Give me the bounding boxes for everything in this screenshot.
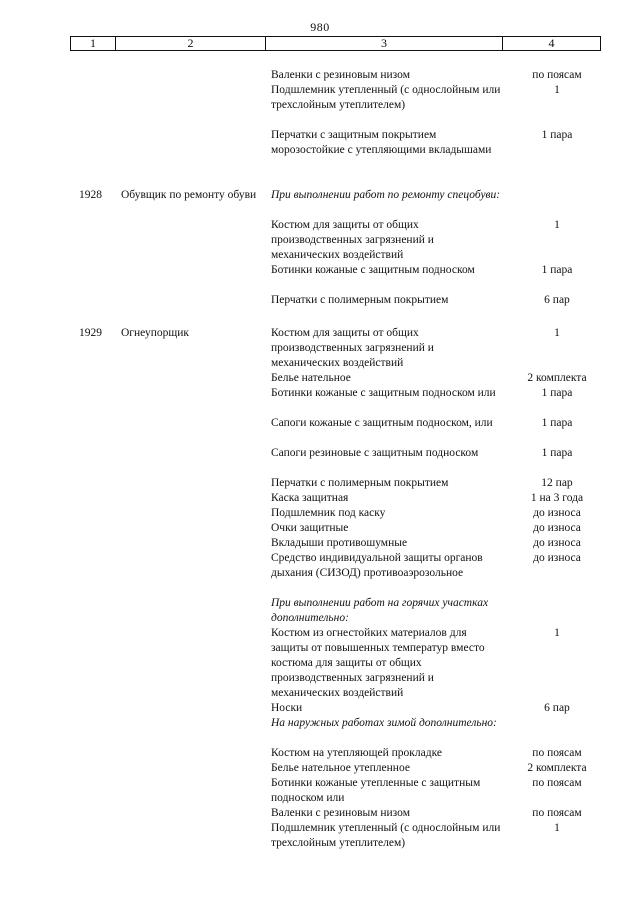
ppe-item xyxy=(271,386,611,416)
ppe-item-description: Вкладыши противошумные xyxy=(271,537,408,549)
ppe-item-description: Сапоги резиновые с защитным подноском xyxy=(271,447,479,459)
ppe-item xyxy=(271,263,611,293)
ppe-item-description: Костюм из огнестойких материалов для защиты от повышенных температур вместо костюма для защиты от общих производственных загрязнений и механических воздействий xyxy=(271,627,485,699)
ppe-item xyxy=(271,536,611,551)
ppe-section-heading-text: При выполнении работ на горячих участках дополнительно: xyxy=(271,597,489,624)
ppe-item-description: Костюм для защиты от общих производственных загрязнений и механических воздействий xyxy=(271,219,434,261)
ppe-section-heading-text: При выполнении работ по ремонту спецобуви: xyxy=(271,189,501,201)
ppe-item xyxy=(271,746,611,761)
ppe-item xyxy=(271,83,611,128)
profession-name: Обувщик по ремонту обуви xyxy=(121,189,257,201)
ppe-item-description: Валенки с резиновым низом xyxy=(271,807,410,819)
ppe-item-description: Костюм на утепляющей прокладке xyxy=(271,747,442,759)
ppe-item-norm: до износа xyxy=(533,507,581,519)
ppe-item xyxy=(271,218,611,263)
ppe-section-heading-text: На наружных работах зимой дополнительно: xyxy=(271,717,497,729)
ppe-item-norm: 1 xyxy=(554,219,560,231)
ppe-item-norm: 2 комплекта xyxy=(527,372,587,384)
ppe-item-description: Подшлемник утепленный (с однослойным или трехслойным утеплителем) xyxy=(271,84,501,111)
ppe-item-description: Перчатки с полимерным покрытием xyxy=(271,294,449,306)
ppe-item-norm: 1 пара xyxy=(541,447,573,459)
ppe-item-norm: 1 xyxy=(554,327,560,339)
ppe-item-description: Валенки с резиновым низом xyxy=(271,69,410,81)
ppe-item-description: Ботинки кожаные с защитным подноском xyxy=(271,264,475,276)
ppe-list xyxy=(271,188,611,308)
ppe-list xyxy=(271,68,611,173)
column-header-4: 4 xyxy=(548,36,555,50)
ppe-item-norm: 1 xyxy=(554,84,560,96)
ppe-item-norm: 6 пар xyxy=(544,294,570,306)
ppe-section-heading xyxy=(271,716,611,746)
ppe-item xyxy=(271,626,611,701)
ppe-item-norm: по поясам xyxy=(532,777,582,789)
ppe-item-description: Средство индивидуальной защиты органов дыхания (СИЗОД) противоаэрозольное xyxy=(271,552,483,579)
ppe-section-heading xyxy=(271,596,611,626)
ppe-item xyxy=(271,128,611,173)
ppe-item-norm: 2 комплекта xyxy=(527,762,587,774)
profession-name: Огнеупорщик xyxy=(121,327,189,339)
ppe-item-description: Подшлемник утепленный (с однослойным или трехслойным утеплителем) xyxy=(271,822,501,849)
ppe-item xyxy=(271,68,611,83)
ppe-item xyxy=(271,506,611,521)
ppe-item-description: Носки xyxy=(271,702,303,714)
ppe-item-norm: до износа xyxy=(533,522,581,534)
ppe-item-description: Очки защитные xyxy=(271,522,349,534)
ppe-item xyxy=(271,776,611,806)
ppe-item-description: Подшлемник под каску xyxy=(271,507,386,519)
ppe-item xyxy=(271,521,611,536)
column-header-2: 2 xyxy=(116,37,266,50)
ppe-item-description: Костюм для защиты от общих производственных загрязнений и механических воздействий xyxy=(271,327,434,369)
ppe-item xyxy=(271,416,611,446)
column-header-1: 1 xyxy=(71,37,116,50)
ppe-item-norm: 1 пара xyxy=(541,129,573,141)
ppe-item-description: Каска защитная xyxy=(271,492,349,504)
ppe-item xyxy=(271,326,611,371)
row-number: 1929 xyxy=(79,327,102,339)
ppe-item-description: Белье нательное утепленное xyxy=(271,762,410,774)
ppe-item-norm: по поясам xyxy=(532,807,582,819)
ppe-item xyxy=(271,371,611,386)
ppe-item-description: Белье нательное xyxy=(271,372,351,384)
ppe-item xyxy=(271,446,611,476)
ppe-item-norm: по поясам xyxy=(532,69,582,81)
ppe-item-norm: 6 пар xyxy=(544,702,570,714)
ppe-item-norm: 12 пар xyxy=(541,477,573,489)
ppe-item-description: Перчатки с полимерным покрытием xyxy=(271,477,449,489)
ppe-item-description: Ботинки кожаные с защитным подноском или xyxy=(271,387,496,399)
ppe-item-norm: 1 xyxy=(554,627,560,639)
ppe-item-norm: по поясам xyxy=(532,747,582,759)
row-number: 1928 xyxy=(79,189,102,201)
ppe-item-description: Перчатки с защитным покрытием морозостойкие с утепляющими вкладышами xyxy=(271,129,492,156)
ppe-item-norm: до износа xyxy=(533,537,581,549)
ppe-item xyxy=(271,806,611,821)
ppe-item-norm: 1 пара xyxy=(541,264,573,276)
ppe-item xyxy=(271,293,611,308)
ppe-item-norm: до износа xyxy=(533,552,581,564)
page-number: 980 xyxy=(310,20,330,34)
ppe-item-norm: 1 пара xyxy=(541,387,573,399)
ppe-item-norm: 1 xyxy=(554,822,560,834)
ppe-item-norm: 1 пара xyxy=(541,417,573,429)
ppe-item xyxy=(271,476,611,491)
ppe-item xyxy=(271,551,611,596)
ppe-item-norm: 1 на 3 года xyxy=(530,492,584,504)
ppe-item xyxy=(271,701,611,716)
ppe-item xyxy=(271,821,611,866)
ppe-item-description: Сапоги кожаные с защитным подноском, или xyxy=(271,417,493,429)
ppe-item-description: Ботинки кожаные утепленные с защитным подноском или xyxy=(271,777,481,804)
ppe-item xyxy=(271,491,611,506)
ppe-item xyxy=(271,761,611,776)
ppe-section-heading xyxy=(271,188,611,218)
ppe-list xyxy=(271,326,611,866)
column-header-3: 3 xyxy=(266,37,503,50)
